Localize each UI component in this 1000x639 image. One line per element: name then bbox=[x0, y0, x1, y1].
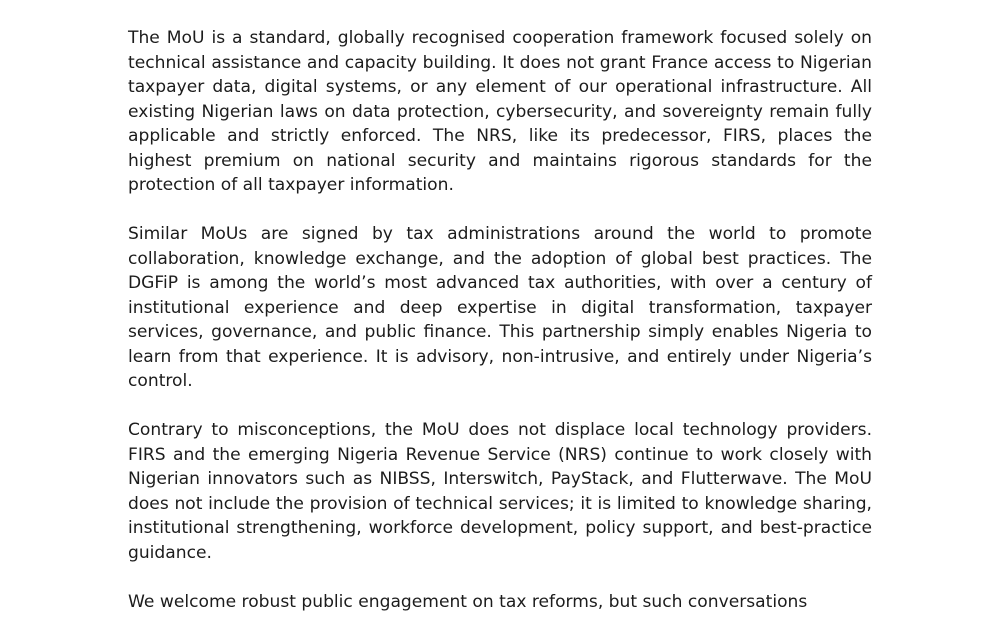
text-column bbox=[128, 26, 872, 639]
paragraph-local-providers: Contrary to misconceptions, the MoU does not displace local technology providers. FIRS and the emerging Nigeria Revenue Service (NRS) continue to work closely with Nigerian innovators such as NIBSS, Interswitch, PayStack, and Flutterwave. The MoU does not include the provision of technical services; it is limited to knowledge sharing, institutional strengthening, workforce development, policy support, and best-practice guidance. bbox=[128, 420, 872, 563]
paragraph-public-engagement: We welcome robust public engagement on tax reforms, but such conversations bbox=[128, 591, 808, 612]
paragraph-similar-mous: Similar MoUs are signed by tax administrations around the world to promote collaboration, knowledge exchange, and the adoption of global best practices. The DGFiP is among the world’s most advanced tax authorities, with over a century of institutional experience and deep expertise in digital transformation, taxpayer services, governance, and public finance. This partnership simply enables Nigeria to learn from that experience. It is advisory, non-intrusive, and entirely under Nigeria’s control. bbox=[128, 224, 872, 391]
paragraph-mou-scope: The MoU is a standard, globally recognised cooperation framework focused solely on technical assistance and capacity building. It does not grant France access to Nigerian taxpayer data, digital systems, or any element of our operational infrastructure. All existing Nigerian laws on data protection, cybersecurity, and sovereignty remain fully applicable and strictly enforced. The NRS, like its predecessor, FIRS, places the highest premium on national security and maintains rigorous standards for the protection of all taxpayer information. bbox=[128, 28, 872, 195]
